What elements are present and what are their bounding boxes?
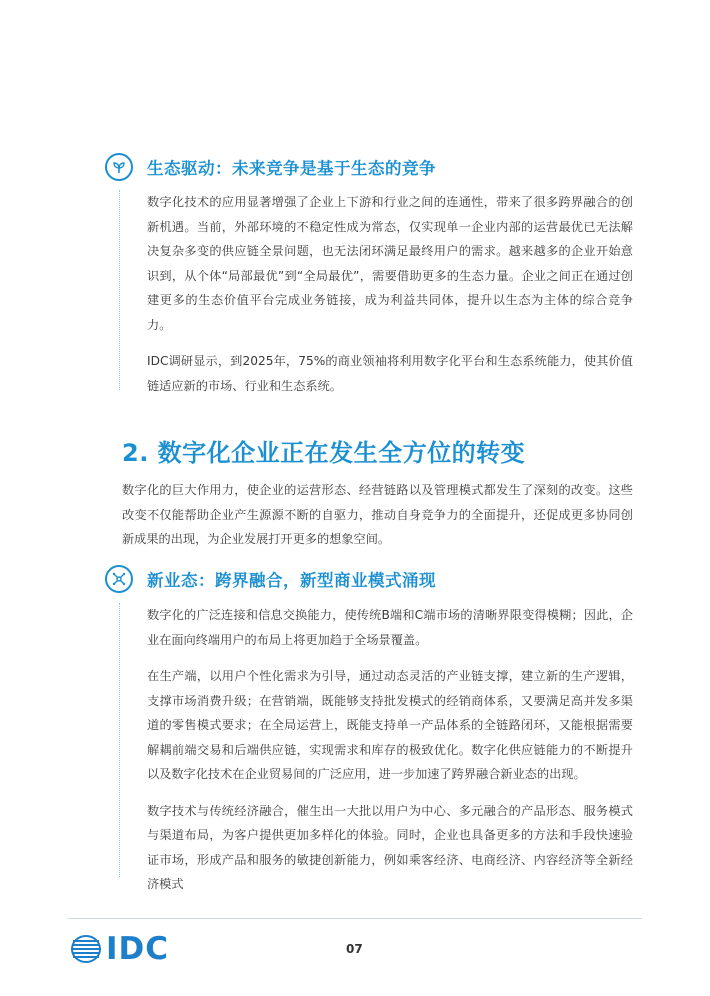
section-2-paragraph-1: 数字化的广泛连接和信息交换能力，使传统B端和C端市场的清晰界限变得模糊；因此，企业在面向终端用户的布局上将更加趋于全场景覆盖。 bbox=[147, 608, 633, 647]
section-1-title: 生态驱动：未来竞争是基于生态的竞争 bbox=[147, 159, 436, 178]
idc-globe-icon bbox=[68, 935, 104, 963]
idc-logo-text: IDC bbox=[106, 931, 170, 967]
idc-logo bbox=[68, 931, 169, 967]
intro-block bbox=[122, 478, 633, 552]
section-1-paragraph-1: 数字化技术的应用显著增强了企业上下游和行业之间的连通性，带来了很多跨界融合的创新机遇。当前，外部环境的不稳定性成为常态，仅实现单一企业内部的运营最优已无法解决复杂多变的供应链全景问题，也无法闭环满足最终用户的需求。越来越多的企业开始意识到，从个体“局部最优”到“全局最优”，需要借助更多的生态力量。企业之间正在通过创建更多的生态价值平台完成业务链接，成为利益共同体，提升以生态为主体的综合竞争力。 bbox=[147, 195, 633, 332]
section-1-body bbox=[119, 190, 633, 393]
section-1-paragraph-2: IDC调研显示，到2025年，75%的商业领袖将利用数字化平台和生态系统能力，使其价值链适应新的市场、行业和生态系统。 bbox=[147, 354, 633, 393]
page-number: 07 bbox=[346, 942, 363, 956]
footer-divider bbox=[68, 918, 642, 919]
section-2-paragraph-3: 数字技术与传统经济融合，催生出一大批以用户为中心、多元融合的产品形态、服务模式与渠道布局，为客户提供更加多样化的体验。同时，企业也具备更多的方法和手段快速验证市场，形成产品和服务的敏捷创新能力，例如乘客经济、电商经济、内容经济等全新经济模式 bbox=[147, 803, 633, 891]
intro-paragraph: 数字化的巨大作用力，使企业的运营形态、经营链路以及管理模式都发生了深刻的改变。这些改变不仅能帮助企业产生源源不断的自驱力，推动自身竞争力的全面提升，还促成更多协同创新成果的出现，为企业发展打开更多的想象空间。 bbox=[122, 483, 633, 546]
section-heading-2: 2. 数字化企业正在发生全方位的转变 bbox=[122, 439, 526, 467]
section-2-body bbox=[119, 603, 633, 891]
section-2-title: 新业态：跨界融合，新型商业模式涌现 bbox=[147, 571, 436, 590]
leaf-icon bbox=[105, 153, 133, 181]
cross-link-icon bbox=[105, 565, 133, 593]
section-2-heading bbox=[105, 565, 436, 593]
section-1-heading bbox=[105, 153, 436, 181]
section-2-paragraph-2: 在生产端，以用户个性化需求为引导，通过动态灵活的产业链支撑，建立新的生产逻辑，支撑市场消费升级；在营销端，既能够支持批发模式的经销商体系，又要满足高并发多渠道的零售模式要求；在全局运营上，既能支持单一产品体系的全链路闭环，又能根据需要解耦前端交易和后端供应链，实现需求和库存的极致优化。数字化供应链能力的不断提升以及数字化技术在企业贸易间的广泛应用，进一步加速了跨界融合新业态的出现。 bbox=[147, 669, 633, 781]
